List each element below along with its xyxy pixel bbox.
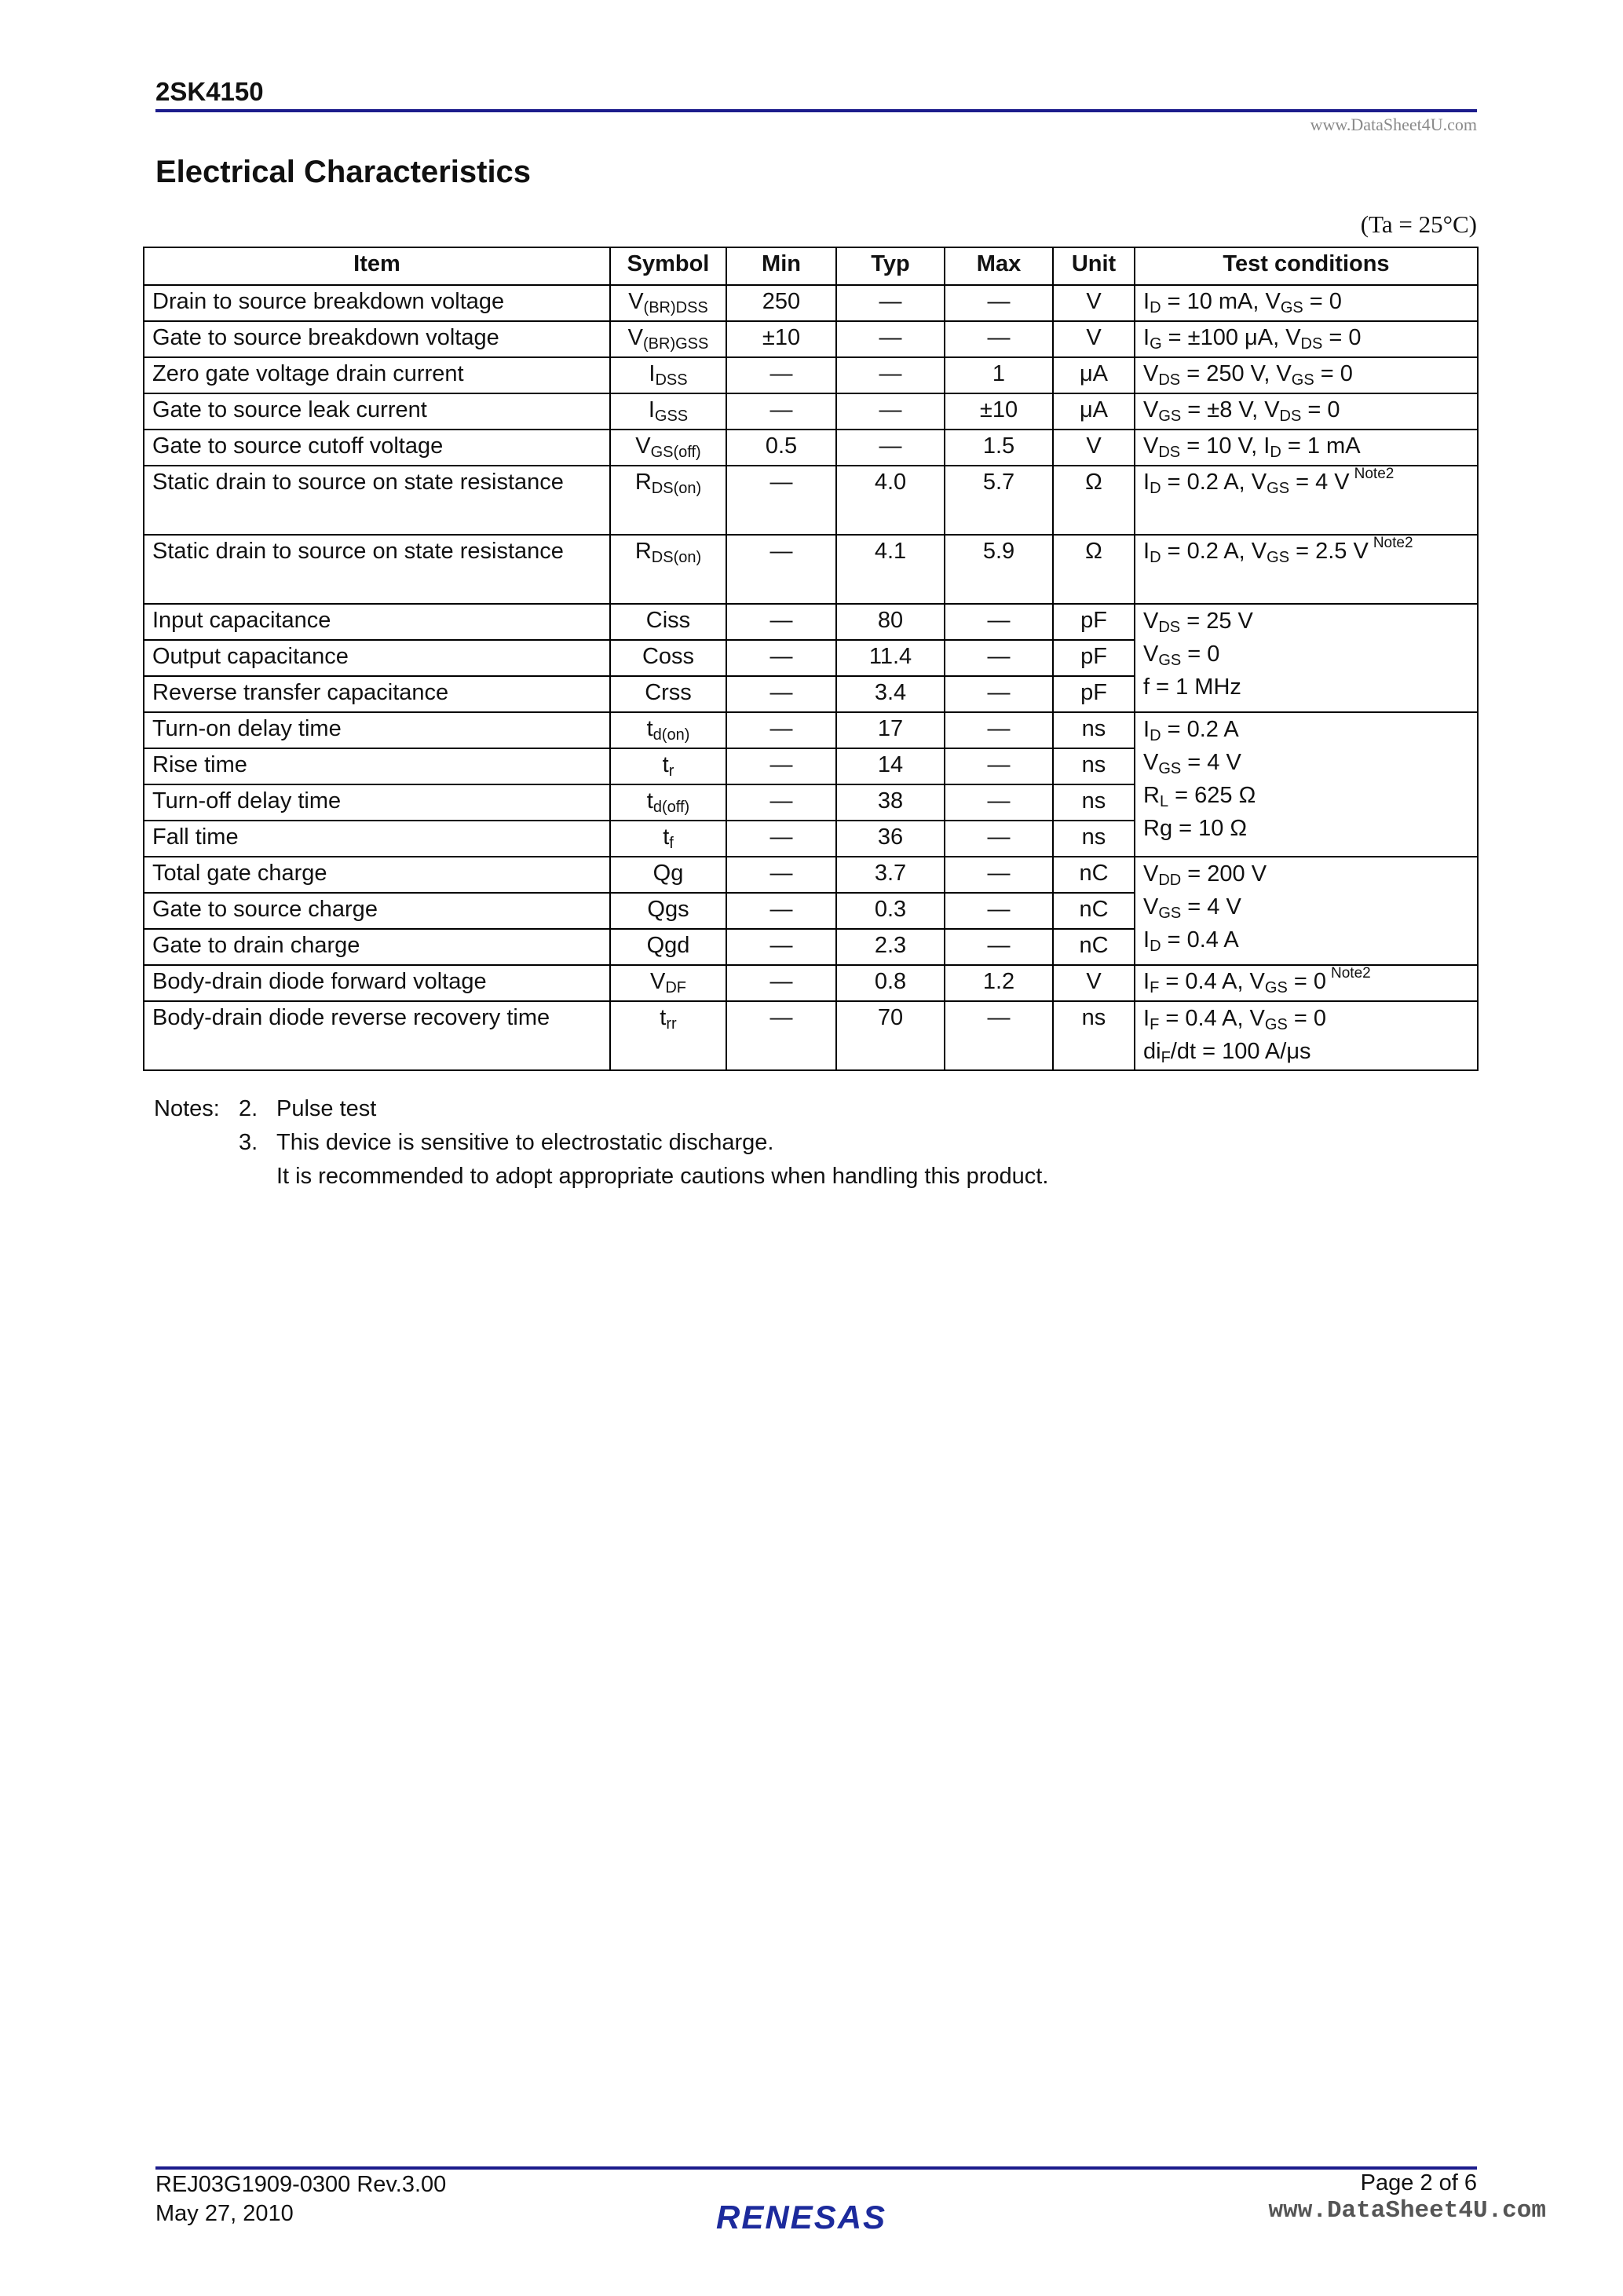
cell-unit: ns — [1053, 821, 1135, 857]
cell-unit: Ω — [1053, 535, 1135, 604]
note-reference: Note2 — [1373, 535, 1413, 551]
table-row — [144, 604, 1478, 640]
cell-typ: 11.4 — [836, 640, 945, 676]
cell-test-conditions: $I_F = 0.4$ A, $V_{GS} = 0$ $di_F/dt = 100$ A/μs — [1135, 1001, 1478, 1070]
cell-max: — — [945, 857, 1053, 893]
cell-test-conditions-capacitance: $V_{DS} = 25$ V $V_{GS} = 0$ f = 1 MHz — [1135, 604, 1478, 712]
cell-min: — — [726, 535, 836, 604]
cell-max: — — [945, 784, 1053, 821]
cell-typ: 0.8 — [836, 965, 945, 1001]
cell-typ: 70 — [836, 1001, 945, 1070]
table-row — [144, 857, 1478, 893]
cell-min: ±10 — [726, 321, 836, 357]
cell-unit: μA — [1053, 357, 1135, 393]
cell-typ: — — [836, 321, 945, 357]
cell-min: — — [726, 748, 836, 784]
cell-max: — — [945, 893, 1053, 929]
cell-min: — — [726, 676, 836, 712]
electrical-characteristics-table — [143, 247, 1479, 1071]
cell-max: — — [945, 929, 1053, 965]
cell-item: Zero gate voltage drain current — [144, 357, 610, 393]
footer-rule — [155, 2166, 1477, 2170]
note-number: 2. — [239, 1096, 258, 1121]
page-number: Page 2 of 6 — [1360, 2170, 1477, 2195]
cell-test-conditions: $V_{DS} = 250$ V, $V_{GS} = 0$ — [1135, 357, 1478, 393]
note-reference: Note2 — [1331, 965, 1371, 982]
cell-unit: pF — [1053, 676, 1135, 712]
cell-item: Gate to source charge — [144, 893, 610, 929]
cell-symbol: Qgs — [610, 893, 726, 929]
cell-typ: 0.3 — [836, 893, 945, 929]
cell-item: Static drain to source on state resistance — [144, 535, 610, 604]
table-row — [144, 430, 1478, 466]
cell-min: — — [726, 784, 836, 821]
footer-watermark: www.DataSheet4U.com — [1268, 2197, 1546, 2225]
cell-typ: — — [836, 393, 945, 430]
table-row — [144, 393, 1478, 430]
cell-unit: nC — [1053, 929, 1135, 965]
cell-symbol: $I_{GSS}$ — [610, 393, 726, 430]
cell-item: Total gate charge — [144, 857, 610, 893]
cell-max: — — [945, 1001, 1053, 1070]
column-header-unit: Unit — [1053, 247, 1135, 285]
table-row — [144, 285, 1478, 321]
cell-test-conditions: $I_G = \pm 100$ μA, $V_{DS} = 0$ — [1135, 321, 1478, 357]
cell-max: — — [945, 321, 1053, 357]
cell-max: — — [945, 604, 1053, 640]
cell-unit: V — [1053, 430, 1135, 466]
cell-item: Reverse transfer capacitance — [144, 676, 610, 712]
cell-min: — — [726, 857, 836, 893]
document-date: May 27, 2010 — [155, 2201, 294, 2226]
cell-unit: ns — [1053, 712, 1135, 748]
footer-document-info — [155, 2170, 446, 2228]
document-number: REJ03G1909-0300 Rev.3.00 — [155, 2172, 447, 2197]
cell-unit: V — [1053, 321, 1135, 357]
cell-symbol: $R_{DS(on)}$ — [610, 466, 726, 535]
cell-test-conditions: $I_D = 0.2$ A, $V_{GS} = 2.5$ V $^{Note2}$ — [1135, 535, 1478, 604]
cell-symbol: Qg — [610, 857, 726, 893]
column-header-test-conditions: Test conditions — [1135, 247, 1478, 285]
cell-typ: — — [836, 285, 945, 321]
cell-symbol: Crss — [610, 676, 726, 712]
cell-typ: 3.4 — [836, 676, 945, 712]
cell-max: — — [945, 821, 1053, 857]
table-row — [144, 1001, 1478, 1070]
cell-min: — — [726, 1001, 836, 1070]
cell-max: — — [945, 640, 1053, 676]
cell-min: — — [726, 821, 836, 857]
cell-typ: 2.3 — [836, 929, 945, 965]
note-text-continued: It is recommended to adopt appropriate cautions when handling this product. — [276, 1164, 1049, 1189]
cell-symbol: $t_f$ — [610, 821, 726, 857]
cell-item: Gate to source leak current — [144, 393, 610, 430]
cell-max: 1 — [945, 357, 1053, 393]
cell-item: Turn-on delay time — [144, 712, 610, 748]
column-header-typ: Typ — [836, 247, 945, 285]
cell-typ: 36 — [836, 821, 945, 857]
cell-symbol: Coss — [610, 640, 726, 676]
section-title: Electrical Characteristics — [155, 155, 532, 189]
cell-unit: pF — [1053, 604, 1135, 640]
cell-min: — — [726, 393, 836, 430]
cell-item: Gate to drain charge — [144, 929, 610, 965]
cell-unit: ns — [1053, 784, 1135, 821]
cell-typ: 4.0 — [836, 466, 945, 535]
cell-min: — — [726, 893, 836, 929]
notes-section — [154, 1092, 1048, 1194]
cell-test-conditions: $I_F = 0.4$ A, $V_{GS} = 0$ $^{Note2}$ — [1135, 965, 1478, 1001]
cell-item: Body-drain diode forward voltage — [144, 965, 610, 1001]
cell-item: Input capacitance — [144, 604, 610, 640]
cell-min: — — [726, 712, 836, 748]
cell-min: — — [726, 357, 836, 393]
note-text: This device is sensitive to electrostatic discharge. — [276, 1130, 774, 1155]
cell-item: Fall time — [144, 821, 610, 857]
column-header-min: Min — [726, 247, 836, 285]
cell-typ: 14 — [836, 748, 945, 784]
table-row — [144, 712, 1478, 748]
cell-min: — — [726, 466, 836, 535]
table-row — [144, 535, 1478, 604]
table-row — [144, 466, 1478, 535]
cell-symbol: $t_{d(on)}$ — [610, 712, 726, 748]
cell-item: Gate to source breakdown voltage — [144, 321, 610, 357]
ambient-temperature-note: (Ta = 25°C) — [1360, 210, 1477, 238]
cell-item: Static drain to source on state resistance — [144, 466, 610, 535]
cell-symbol: $V_{DF}$ — [610, 965, 726, 1001]
header-watermark: www.DataSheet4U.com — [1310, 115, 1477, 134]
cell-unit: nC — [1053, 893, 1135, 929]
cell-symbol: $V_{(BR)GSS}$ — [610, 321, 726, 357]
notes-label: Notes: — [154, 1096, 220, 1121]
renesas-logo: RENESAS — [716, 2199, 887, 2236]
cell-max: 5.9 — [945, 535, 1053, 604]
cell-symbol: $I_{DSS}$ — [610, 357, 726, 393]
cell-unit: ns — [1053, 748, 1135, 784]
cell-symbol: $t_{d(off)}$ — [610, 784, 726, 821]
header-rule — [155, 109, 1477, 112]
cell-unit: nC — [1053, 857, 1135, 893]
column-header-item: Item — [144, 247, 610, 285]
cell-item: Body-drain diode reverse recovery time — [144, 1001, 610, 1070]
cell-max: 1.2 — [945, 965, 1053, 1001]
cell-test-conditions: $I_D = 0.2$ A, $V_{GS} = 4$ V $^{Note2}$ — [1135, 466, 1478, 535]
cell-max: — — [945, 676, 1053, 712]
cell-symbol: $t_r$ — [610, 748, 726, 784]
cell-unit: μA — [1053, 393, 1135, 430]
cell-typ: — — [836, 357, 945, 393]
cell-symbol: $V_{(BR)DSS}$ — [610, 285, 726, 321]
cell-typ: 38 — [836, 784, 945, 821]
cell-symbol: Ciss — [610, 604, 726, 640]
cell-symbol: $t_{rr}$ — [610, 1001, 726, 1070]
cell-max: 5.7 — [945, 466, 1053, 535]
cell-test-conditions: $V_{GS} = \pm 8$ V, $V_{DS} = 0$ — [1135, 393, 1478, 430]
note-number: 3. — [239, 1130, 258, 1155]
cell-min: — — [726, 929, 836, 965]
cell-test-conditions: $I_D = 10$ mA, $V_{GS} = 0$ — [1135, 285, 1478, 321]
cell-min: — — [726, 604, 836, 640]
cell-typ: 4.1 — [836, 535, 945, 604]
cell-unit: Ω — [1053, 466, 1135, 535]
column-header-symbol: Symbol — [610, 247, 726, 285]
table-header-row — [144, 247, 1478, 285]
cell-max: — — [945, 748, 1053, 784]
table-row — [144, 965, 1478, 1001]
cell-min: 0.5 — [726, 430, 836, 466]
cell-min: — — [726, 640, 836, 676]
cell-unit: V — [1053, 965, 1135, 1001]
cell-item: Output capacitance — [144, 640, 610, 676]
cell-symbol: Qgd — [610, 929, 726, 965]
cell-unit: V — [1053, 285, 1135, 321]
note-text: Pulse test — [276, 1096, 377, 1121]
cell-min: — — [726, 965, 836, 1001]
note-reference: Note2 — [1354, 466, 1395, 482]
cell-item: Gate to source cutoff voltage — [144, 430, 610, 466]
cell-symbol: $R_{DS(on)}$ — [610, 535, 726, 604]
cell-min: 250 — [726, 285, 836, 321]
cell-max: — — [945, 712, 1053, 748]
cell-test-conditions-gate-charge: $V_{DD} = 200$ V $V_{GS} = 4$ V $I_D = 0.4$ A — [1135, 857, 1478, 965]
cell-test-conditions: $V_{DS} = 10$ V, $I_D = 1$ mA — [1135, 430, 1478, 466]
cell-typ: — — [836, 430, 945, 466]
cell-max: — — [945, 285, 1053, 321]
cell-item: Rise time — [144, 748, 610, 784]
table-row — [144, 357, 1478, 393]
cell-test-conditions-switching: $I_D = 0.2$ A $V_{GS} = 4$ V $R_L = 625$ Ω Rg = 10 Ω — [1135, 712, 1478, 857]
column-header-max: Max — [945, 247, 1053, 285]
cell-symbol: $V_{GS(off)}$ — [610, 430, 726, 466]
cell-item: Turn-off delay time — [144, 784, 610, 821]
part-number: 2SK4150 — [155, 77, 264, 106]
cell-typ: 17 — [836, 712, 945, 748]
cell-unit: pF — [1053, 640, 1135, 676]
cell-max: 1.5 — [945, 430, 1053, 466]
table-row — [144, 321, 1478, 357]
cell-max: ±10 — [945, 393, 1053, 430]
cell-typ: 3.7 — [836, 857, 945, 893]
cell-item: Drain to source breakdown voltage — [144, 285, 610, 321]
cell-typ: 80 — [836, 604, 945, 640]
cell-unit: ns — [1053, 1001, 1135, 1070]
